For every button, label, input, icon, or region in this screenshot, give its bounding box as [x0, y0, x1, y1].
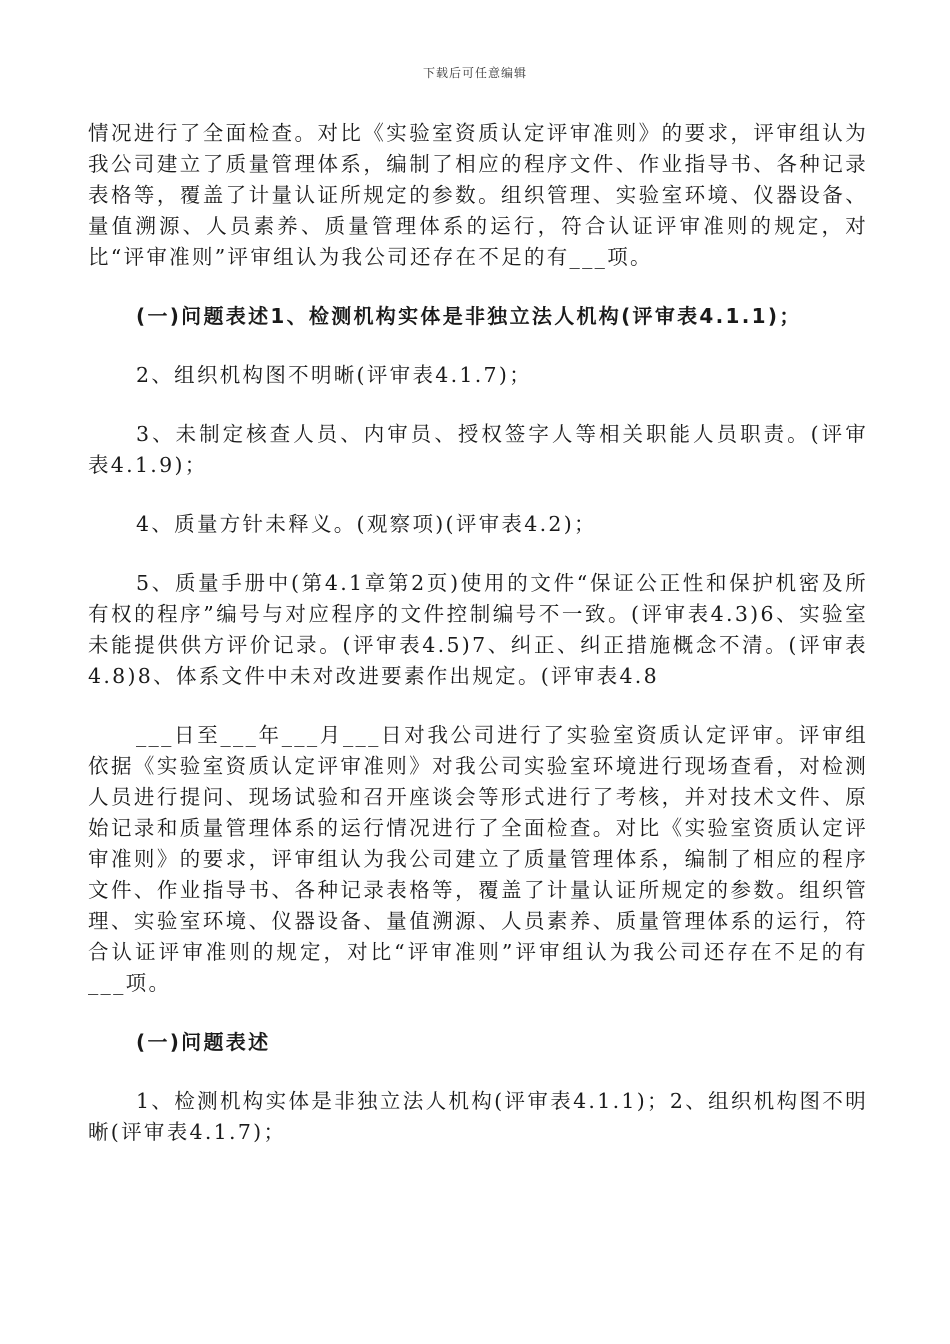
paragraph-1: 情况进行了全面检查。对比《实验室资质认定评审准则》的要求，评审组认为我公司建立了质量管理体系，编制了相应的程序文件、作业指导书、各种记录表格等，覆盖了计量认证所规定的参数。组织管理、实验室环境、仪器设备、量值溯源、人员素养、质量管理体系的运行，符合认证评审准则的规定，对比“评审准则”评审组认为我公司还存在不足的有___项。: [88, 121, 868, 269]
paragraph-4: 4、质量方针未释义。(观察项)(评审表4.2)；: [136, 512, 597, 536]
paragraph-5: 5、质量手册中(第4.1章第2页)使用的文件“保证公正性和保护机密及所有权的程序”编号与对应程序的文件控制编号不一致。(评审表4.3)6、实验室未能提供供方评价记录。(评审表4.5)7、纠正、纠正措施概念不清。(评审表4.8)8、体系文件中未对改进要素作出规定。(评审表4.8: [88, 571, 868, 688]
page-header: 下载后可任意编辑: [422, 66, 527, 80]
paragraph-6: ___日至___年___月___日对我公司进行了实验室资质认定评审。评审组依据《实验室资质认定评审准则》对我公司实验室环境进行现场查看，对检测人员进行提问、现场试验和召开座谈会等形式进行了考核，并对技术文件、原始记录和质量管理体系的运行情况进行了全面检查。对比《实验室资质认定评审准则》的要求，评审组认为我公司建立了质量管理体系，编制了相应的程序文件、作业指导书、各种记录表格等，覆盖了计量认证所规定的参数。组织管理、实验室环境、仪器设备、量值溯源、人员素养、质量管理体系的运行，符合认证评审准则的规定，对比“评审准则”评审组认为我公司还存在不足的有___项。: [88, 723, 868, 995]
paragraph-3: 3、未制定核查人员、内审员、授权签字人等相关职能人员职责。(评审表4.1.9)；: [88, 422, 868, 477]
paragraph-2: 2、组织机构图不明晰(评审表4.1.7)；: [136, 363, 532, 387]
section-heading-1: (一)问题表述1、检测机构实体是非独立法人机构(评审表4.1.1)；: [136, 304, 802, 328]
section-heading-2: (一)问题表述: [136, 1030, 271, 1054]
paragraph-7: 1、检测机构实体是非独立法人机构(评审表4.1.1)；2、组织机构图不明晰(评审表4.1.7)；: [88, 1089, 868, 1144]
document-body: [88, 118, 868, 1148]
